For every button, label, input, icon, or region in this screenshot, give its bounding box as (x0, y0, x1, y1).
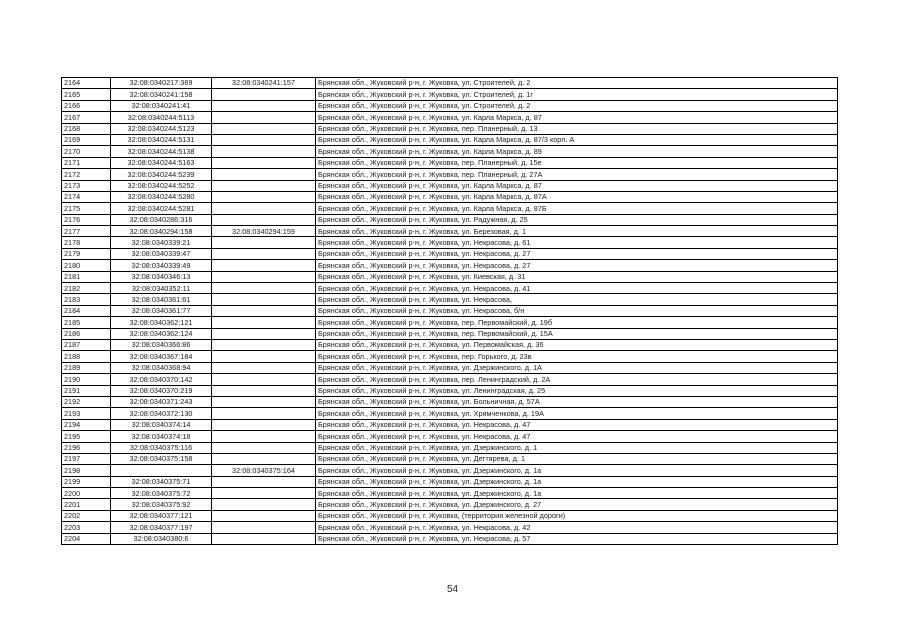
table-row (62, 453, 838, 464)
row-number-cell: 2188 (62, 351, 111, 362)
cadastral-number-cell: 32:08:0340244:5123 (111, 123, 212, 134)
row-number-cell: 2168 (62, 123, 111, 134)
cadastral-number-cell: 32:08:0340217:369 (111, 78, 212, 89)
related-cadastral-number-cell (212, 476, 316, 487)
cadastral-number-cell: 32:08:0340244:5138 (111, 146, 212, 157)
row-number-cell: 2203 (62, 522, 111, 533)
cadastral-number-cell: 32:08:0340241:158 (111, 89, 212, 100)
table-row (62, 180, 838, 191)
cadastral-number-cell: 32:08:0340346:13 (111, 271, 212, 282)
table-row (62, 112, 838, 123)
row-number-cell: 2183 (62, 294, 111, 305)
cadastral-number-cell: 32:08:0340375:71 (111, 476, 212, 487)
row-number-cell: 2196 (62, 442, 111, 453)
row-number-cell: 2176 (62, 214, 111, 225)
related-cadastral-number-cell: 32:08:0340294:159 (212, 226, 316, 237)
table-row (62, 396, 838, 407)
table-row (62, 431, 838, 442)
related-cadastral-number-cell (212, 305, 316, 316)
row-number-cell: 2175 (62, 203, 111, 214)
address-cell: Брянская обл., Жуковский р-н, г. Жуковка, ул. Карла Маркса, д. 89 (316, 146, 838, 157)
cadastral-number-cell: 32:08:0340375:116 (111, 442, 212, 453)
address-cell: Брянская обл., Жуковский р-н, г. Жуковка, ул. Карла Маркса, д. 87 (316, 112, 838, 123)
row-number-cell: 2165 (62, 89, 111, 100)
row-number-cell: 2193 (62, 408, 111, 419)
row-number-cell: 2170 (62, 146, 111, 157)
cadastral-number-cell: 32:08:0340362:124 (111, 328, 212, 339)
cadastral-number-cell: 32:08:0340362:121 (111, 317, 212, 328)
related-cadastral-number-cell (212, 396, 316, 407)
table-row (62, 123, 838, 134)
row-number-cell: 2189 (62, 362, 111, 373)
table-row (62, 317, 838, 328)
table-row (62, 89, 838, 100)
table-row (62, 214, 838, 225)
cadastral-number-cell (111, 465, 212, 476)
related-cadastral-number-cell (212, 328, 316, 339)
cadastral-number-cell: 32:08:0340370:142 (111, 374, 212, 385)
address-cell: Брянская обл., Жуковский р-н, г. Жуковка, ул. Некрасова, д. 41 (316, 283, 838, 294)
related-cadastral-number-cell (212, 419, 316, 430)
related-cadastral-number-cell (212, 362, 316, 373)
row-number-cell: 2197 (62, 453, 111, 464)
related-cadastral-number-cell (212, 191, 316, 202)
table-row (62, 442, 838, 453)
table-row (62, 305, 838, 316)
table-row (62, 134, 838, 145)
address-cell: Брянская обл., Жуковский р-н, г. Жуковка, ул. Строителей, д. 2 (316, 78, 838, 89)
cadastral-number-cell: 32:08:0340366:86 (111, 339, 212, 350)
cadastral-number-cell: 32:08:0340368:94 (111, 362, 212, 373)
row-number-cell: 2179 (62, 248, 111, 259)
row-number-cell: 2200 (62, 488, 111, 499)
address-cell: Брянская обл., Жуковский р-н, г. Жуковка, ул. Строителей, д. 2 (316, 100, 838, 111)
row-number-cell: 2187 (62, 339, 111, 350)
cadastral-number-cell: 32:08:0340244:5131 (111, 134, 212, 145)
cadastral-number-cell: 32:08:0340244:5280 (111, 191, 212, 202)
related-cadastral-number-cell (212, 499, 316, 510)
row-number-cell: 2182 (62, 283, 111, 294)
address-cell: Брянская обл., Жуковский р-н, г. Жуковка, ул. Березовая, д. 1 (316, 226, 838, 237)
row-number-cell: 2181 (62, 271, 111, 282)
related-cadastral-number-cell (212, 385, 316, 396)
cadastral-number-cell: 32:08:0340374:14 (111, 419, 212, 430)
row-number-cell: 2195 (62, 431, 111, 442)
related-cadastral-number-cell (212, 237, 316, 248)
cadastral-number-cell: 32:08:0340374:18 (111, 431, 212, 442)
related-cadastral-number-cell (212, 339, 316, 350)
address-cell: Брянская обл., Жуковский р-н, г. Жуковка, ул. Некрасова, д. 42 (316, 522, 838, 533)
table-row (62, 351, 838, 362)
address-cell: Брянская обл., Жуковский р-н, г. Жуковка, ул. Некрасова, д. 57 (316, 533, 838, 544)
table-row (62, 294, 838, 305)
cadastral-number-cell: 32:08:0340294:158 (111, 226, 212, 237)
cadastral-number-cell: 32:08:0340377:197 (111, 522, 212, 533)
cadastral-number-cell: 32:08:0340339:49 (111, 260, 212, 271)
row-number-cell: 2186 (62, 328, 111, 339)
address-cell: Брянская обл., Жуковский р-н, г. Жуковка, ул. Карла Маркса, д. 87Б (316, 203, 838, 214)
cadastral-number-cell: 32:08:0340244:5281 (111, 203, 212, 214)
table-row (62, 362, 838, 373)
address-cell: Брянская обл., Жуковский р-н, г. Жуковка, пер. Планерный, д. 15е (316, 157, 838, 168)
related-cadastral-number-cell (212, 294, 316, 305)
cadastral-number-cell: 32:08:0340372:130 (111, 408, 212, 419)
registry-table-body (62, 78, 838, 545)
table-row (62, 476, 838, 487)
related-cadastral-number-cell (212, 214, 316, 225)
address-cell: Брянская обл., Жуковский р-н, г. Жуковка, ул. Некрасова, д. 27 (316, 260, 838, 271)
row-number-cell: 2194 (62, 419, 111, 430)
table-row (62, 283, 838, 294)
table-row (62, 78, 838, 89)
table-row (62, 408, 838, 419)
row-number-cell: 2184 (62, 305, 111, 316)
related-cadastral-number-cell: 32:08:0340241:157 (212, 78, 316, 89)
related-cadastral-number-cell (212, 146, 316, 157)
row-number-cell: 2177 (62, 226, 111, 237)
table-row (62, 100, 838, 111)
table-row (62, 157, 838, 168)
address-cell: Брянская обл., Жуковский р-н, г. Жуковка, ул. Дзержинского, д. 1А (316, 362, 838, 373)
address-cell: Брянская обл., Жуковский р-н, г. Жуковка, ул. Дзержинского, д. 1а (316, 488, 838, 499)
related-cadastral-number-cell (212, 123, 316, 134)
cadastral-number-cell: 32:08:0340244:5113 (111, 112, 212, 123)
address-cell: Брянская обл., Жуковский р-н, г. Жуковка, пер. Первомайский, д. 15А (316, 328, 838, 339)
table-row (62, 191, 838, 202)
related-cadastral-number-cell (212, 431, 316, 442)
address-cell: Брянская обл., Жуковский р-н, г. Жуковка, ул. Больничная, д. 57А (316, 396, 838, 407)
address-cell: Брянская обл., Жуковский р-н, г. Жуковка, ул. Дзержинского, д. 1а (316, 476, 838, 487)
table-row (62, 328, 838, 339)
table-row (62, 465, 838, 476)
row-number-cell: 2174 (62, 191, 111, 202)
cadastral-number-cell: 32:08:0340370:219 (111, 385, 212, 396)
row-number-cell: 2169 (62, 134, 111, 145)
cadastral-number-cell: 32:08:0340241:41 (111, 100, 212, 111)
address-cell: Брянская обл., Жуковский р-н, г. Жуковка, ул. Радужная, д. 25 (316, 214, 838, 225)
related-cadastral-number-cell (212, 134, 316, 145)
cadastral-number-cell: 32:08:0340352:11 (111, 283, 212, 294)
related-cadastral-number-cell (212, 522, 316, 533)
address-cell: Брянская обл., Жуковский р-н, г. Жуковка, пер. Ленинградский, д. 2А (316, 374, 838, 385)
row-number-cell: 2180 (62, 260, 111, 271)
address-cell: Брянская обл., Жуковский р-н, г. Жуковка, ул. Некрасова, (316, 294, 838, 305)
related-cadastral-number-cell (212, 203, 316, 214)
related-cadastral-number-cell (212, 488, 316, 499)
table-row (62, 146, 838, 157)
address-cell: Брянская обл., Жуковский р-н, г. Жуковка, ул. Дзержинского, д. 27 (316, 499, 838, 510)
table-row (62, 237, 838, 248)
row-number-cell: 2166 (62, 100, 111, 111)
table-row (62, 533, 838, 544)
address-cell: Брянская обл., Жуковский р-н, г. Жуковка, ул. Карла Маркса, д. 87А (316, 191, 838, 202)
related-cadastral-number-cell (212, 442, 316, 453)
address-cell: Брянская обл., Жуковский р-н, г. Жуковка, пер. Горького, д. 23в (316, 351, 838, 362)
row-number-cell: 2191 (62, 385, 111, 396)
cadastral-number-cell: 32:08:0340375:92 (111, 499, 212, 510)
address-cell: Брянская обл., Жуковский р-н, г. Жуковка, пер. Первомайский, д. 19б (316, 317, 838, 328)
address-cell: Брянская обл., Жуковский р-н, г. Жуковка, (территория железной дороги) (316, 510, 838, 521)
cadastral-number-cell: 32:08:0340361:61 (111, 294, 212, 305)
cadastral-number-cell: 32:08:0340377:121 (111, 510, 212, 521)
row-number-cell: 2190 (62, 374, 111, 385)
cadastral-number-cell: 32:08:0340339:21 (111, 237, 212, 248)
related-cadastral-number-cell (212, 453, 316, 464)
related-cadastral-number-cell (212, 180, 316, 191)
address-cell: Брянская обл., Жуковский р-н, г. Жуковка, ул. Дегтярева, д. 1 (316, 453, 838, 464)
row-number-cell: 2172 (62, 169, 111, 180)
table-row (62, 522, 838, 533)
table-row (62, 339, 838, 350)
table-row (62, 510, 838, 521)
row-number-cell: 2164 (62, 78, 111, 89)
row-number-cell: 2202 (62, 510, 111, 521)
cadastral-number-cell: 32:08:0340375:158 (111, 453, 212, 464)
cadastral-number-cell: 32:08:0340361:77 (111, 305, 212, 316)
row-number-cell: 2201 (62, 499, 111, 510)
row-number-cell: 2198 (62, 465, 111, 476)
related-cadastral-number-cell (212, 169, 316, 180)
table-row (62, 248, 838, 259)
related-cadastral-number-cell: 32:08:0340375:164 (212, 465, 316, 476)
table-row (62, 169, 838, 180)
row-number-cell: 2178 (62, 237, 111, 248)
cadastral-number-cell: 32:08:0340375:72 (111, 488, 212, 499)
related-cadastral-number-cell (212, 351, 316, 362)
related-cadastral-number-cell (212, 408, 316, 419)
related-cadastral-number-cell (212, 283, 316, 294)
row-number-cell: 2199 (62, 476, 111, 487)
row-number-cell: 2192 (62, 396, 111, 407)
address-cell: Брянская обл., Жуковский р-н, г. Жуковка, ул. Некрасова, д. 61 (316, 237, 838, 248)
table-row (62, 488, 838, 499)
address-cell: Брянская обл., Жуковский р-н, г. Жуковка, ул. Первомайская, д. 36 (316, 339, 838, 350)
address-cell: Брянская обл., Жуковский р-н, г. Жуковка, ул. Некрасова, б/н (316, 305, 838, 316)
table-row (62, 419, 838, 430)
address-cell: Брянская обл., Жуковский р-н, г. Жуковка, ул. Хрямченкова, д. 19А (316, 408, 838, 419)
cadastral-number-cell: 32:08:0340244:5239 (111, 169, 212, 180)
address-cell: Брянская обл., Жуковский р-н, г. Жуковка, ул. Некрасова, д. 47 (316, 431, 838, 442)
related-cadastral-number-cell (212, 89, 316, 100)
row-number-cell: 2171 (62, 157, 111, 168)
cadastral-number-cell: 32:08:0340244:5252 (111, 180, 212, 191)
table-row (62, 499, 838, 510)
related-cadastral-number-cell (212, 157, 316, 168)
row-number-cell: 2173 (62, 180, 111, 191)
address-cell: Брянская обл., Жуковский р-н, г. Жуковка, ул. Карла Маркса, д. 87 (316, 180, 838, 191)
address-cell: Брянская обл., Жуковский р-н, г. Жуковка, ул. Строителей, д. 1г (316, 89, 838, 100)
related-cadastral-number-cell (212, 100, 316, 111)
address-cell: Брянская обл., Жуковский р-н, г. Жуковка, ул. Некрасова, д. 47 (316, 419, 838, 430)
related-cadastral-number-cell (212, 112, 316, 123)
table-row (62, 226, 838, 237)
row-number-cell: 2185 (62, 317, 111, 328)
related-cadastral-number-cell (212, 533, 316, 544)
address-cell: Брянская обл., Жуковский р-н, г. Жуковка, ул. Дзержинского, д. 1а (316, 465, 838, 476)
cadastral-number-cell: 32:08:0340380:6 (111, 533, 212, 544)
related-cadastral-number-cell (212, 510, 316, 521)
address-cell: Брянская обл., Жуковский р-н, г. Жуковка, ул. Ленинградская, д. 25 (316, 385, 838, 396)
related-cadastral-number-cell (212, 260, 316, 271)
cadastral-number-cell: 32:08:0340371:243 (111, 396, 212, 407)
related-cadastral-number-cell (212, 317, 316, 328)
table-row (62, 374, 838, 385)
related-cadastral-number-cell (212, 374, 316, 385)
page-number: 54 (446, 584, 459, 595)
table-row (62, 385, 838, 396)
address-cell: Брянская обл., Жуковский р-н, г. Жуковка, ул. Киевская, д. 31 (316, 271, 838, 282)
address-cell: Брянская обл., Жуковский р-н, г. Жуковка, пер. Планерный, д. 13 (316, 123, 838, 134)
table-row (62, 260, 838, 271)
related-cadastral-number-cell (212, 271, 316, 282)
row-number-cell: 2167 (62, 112, 111, 123)
address-cell: Брянская обл., Жуковский р-н, г. Жуковка, ул. Дзержинского, д. 1 (316, 442, 838, 453)
table-row (62, 203, 838, 214)
address-cell: Брянская обл., Жуковский р-н, г. Жуковка, пер. Планерный, д. 27А (316, 169, 838, 180)
cadastral-number-cell: 32:08:0340244:5163 (111, 157, 212, 168)
cadastral-number-cell: 32:08:0340367:184 (111, 351, 212, 362)
cadastral-number-cell: 32:08:0340339:47 (111, 248, 212, 259)
table-row (62, 271, 838, 282)
row-number-cell: 2204 (62, 533, 111, 544)
address-cell: Брянская обл., Жуковский р-н, г. Жуковка, ул. Некрасова, д. 27 (316, 248, 838, 259)
cadastral-number-cell: 32:08:0340286:316 (111, 214, 212, 225)
related-cadastral-number-cell (212, 248, 316, 259)
registry-table (61, 77, 838, 545)
address-cell: Брянская обл., Жуковский р-н, г. Жуковка, ул. Карла Маркса, д. 87/3 корп. А (316, 134, 838, 145)
